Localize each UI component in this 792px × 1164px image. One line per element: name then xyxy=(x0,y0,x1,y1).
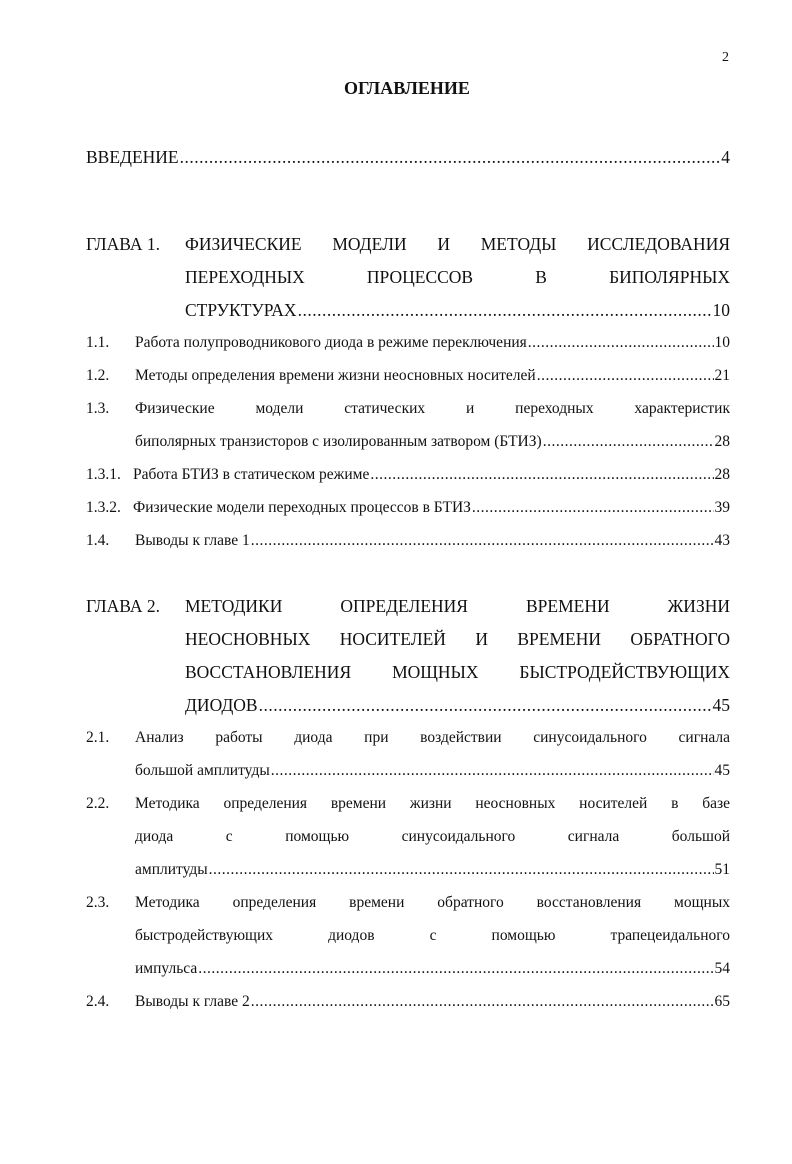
entry-number: 1.2. xyxy=(86,367,110,384)
entry-title-line xyxy=(185,296,730,329)
entry-title: амплитуды xyxy=(135,861,208,878)
toc-entry[interactable] xyxy=(86,230,730,329)
entry-title: Выводы к главе 1 xyxy=(135,532,250,549)
dot-leader xyxy=(472,494,714,522)
entry-page: 10 xyxy=(712,300,730,320)
entry-title-line: диода с помощью синусоидального сигнала большой xyxy=(135,828,730,845)
entry-title-line xyxy=(135,757,730,790)
entry-title-line xyxy=(135,527,730,560)
entry-title-line: ФИЗИЧЕСКИЕ МОДЕЛИ И МЕТОДЫ ИССЛЕДОВАНИЯ xyxy=(185,234,730,254)
page-title: ОГЛАВЛЕНИЕ xyxy=(344,78,470,98)
entry-title-line: НЕОСНОВНЫХ НОСИТЕЛЕЙ И ВРЕМЕНИ ОБРАТНОГО xyxy=(185,629,730,649)
entry-title-line xyxy=(135,428,730,461)
entry-number: 2.1. xyxy=(86,729,110,746)
entry-title-line xyxy=(135,856,730,889)
toc-entry[interactable] xyxy=(86,790,730,889)
spacer xyxy=(86,198,730,230)
entry-title-line: Физические модели статических и переходных характеристик xyxy=(135,400,730,417)
dot-leader xyxy=(251,988,714,1016)
entry-page: 43 xyxy=(714,532,730,549)
entry-page: 65 xyxy=(714,993,730,1010)
entry-page: 54 xyxy=(714,960,730,977)
dot-leader xyxy=(259,691,712,719)
toc-entry[interactable] xyxy=(86,494,730,527)
entry-title-line xyxy=(135,362,730,395)
entry-page: 51 xyxy=(714,861,730,878)
entry-title-line: Методика определения времени жизни неосновных носителей в базе xyxy=(135,795,730,812)
entry-page: 28 xyxy=(714,433,730,450)
dot-leader xyxy=(543,428,714,456)
entry-title-line: МЕТОДИКИ ОПРЕДЕЛЕНИЯ ВРЕМЕНИ ЖИЗНИ xyxy=(185,596,730,616)
entry-title-line xyxy=(133,461,730,494)
toc-entry[interactable] xyxy=(86,329,730,362)
entry-number: 1.3.2. xyxy=(86,499,121,516)
entry-title: Физические модели переходных процессов в БТИЗ xyxy=(133,499,471,516)
dot-leader xyxy=(370,461,713,489)
entry-page: 28 xyxy=(714,466,730,483)
toc-entry[interactable] xyxy=(86,527,730,560)
entry-number: 2.4. xyxy=(86,993,110,1010)
entry-page: 4 xyxy=(721,147,730,167)
entry-title: импульса xyxy=(135,960,198,977)
dot-leader xyxy=(271,757,714,785)
dot-leader xyxy=(528,329,714,357)
entry-title: Работа БТИЗ в статическом режиме xyxy=(133,466,370,483)
entry-title-line: ПЕРЕХОДНЫХ ПРОЦЕССОВ В БИПОЛЯРНЫХ xyxy=(185,267,730,287)
page-number: 2 xyxy=(722,50,729,65)
toc-entry[interactable] xyxy=(86,889,730,988)
entry-number: 2.2. xyxy=(86,795,110,812)
entry-page: 39 xyxy=(714,499,730,516)
entry-title: ДИОДОВ xyxy=(185,695,258,715)
entry-page: 45 xyxy=(712,695,730,715)
entry-number: 1.1. xyxy=(86,334,110,351)
dot-leader xyxy=(209,856,714,884)
toc-entry[interactable] xyxy=(86,143,730,176)
entry-page: 45 xyxy=(714,762,730,779)
entry-title-line xyxy=(135,988,730,1021)
entry-page: 10 xyxy=(714,334,730,351)
dot-leader xyxy=(180,143,721,171)
dot-leader xyxy=(251,527,714,555)
entry-title-line: ВОССТАНОВЛЕНИЯ МОЩНЫХ БЫСТРОДЕЙСТВУЮЩИХ xyxy=(185,662,730,682)
entry-title: ВВЕДЕНИЕ xyxy=(86,147,179,167)
entry-title-line xyxy=(133,494,730,527)
entry-title-line: Методика определения времени обратного восстановления мощных xyxy=(135,894,730,911)
dot-leader xyxy=(537,362,714,390)
toc-entry[interactable] xyxy=(86,724,730,790)
entry-title-line xyxy=(135,955,730,988)
entry-title-line: быстродействующих диодов с помощью трапецеидального xyxy=(135,927,730,944)
entry-title-line xyxy=(86,143,730,176)
toc-entry[interactable] xyxy=(86,395,730,461)
entry-title-line xyxy=(185,691,730,724)
entry-title: СТРУКТУРАХ xyxy=(185,300,297,320)
table-of-contents xyxy=(86,143,730,1021)
entry-number: 2.3. xyxy=(86,894,110,911)
entry-page: 21 xyxy=(714,367,730,384)
entry-title-line xyxy=(135,329,730,362)
entry-number: 1.3.1. xyxy=(86,466,121,483)
spacer xyxy=(86,560,730,592)
entry-title: Выводы к главе 2 xyxy=(135,993,250,1010)
dot-leader xyxy=(198,955,713,983)
toc-entry[interactable] xyxy=(86,988,730,1021)
entry-title: Работа полупроводникового диода в режиме переключения xyxy=(135,334,527,351)
entry-number: ГЛАВА 1. xyxy=(86,234,161,254)
entry-number: ГЛАВА 2. xyxy=(86,596,161,616)
entry-title: большой амплитуды xyxy=(135,762,270,779)
toc-entry[interactable] xyxy=(86,362,730,395)
entry-title: биполярных транзисторов с изолированным затвором (БТИЗ) xyxy=(135,433,542,450)
entry-title-line: Анализ работы диода при воздействии синусоидального сигнала xyxy=(135,729,730,746)
dot-leader xyxy=(298,296,712,324)
entry-title: Методы определения времени жизни неосновных носителей xyxy=(135,367,536,384)
entry-number: 1.3. xyxy=(86,400,110,417)
toc-entry[interactable] xyxy=(86,592,730,724)
toc-entry[interactable] xyxy=(86,461,730,494)
entry-number: 1.4. xyxy=(86,532,110,549)
spacer xyxy=(86,176,730,198)
